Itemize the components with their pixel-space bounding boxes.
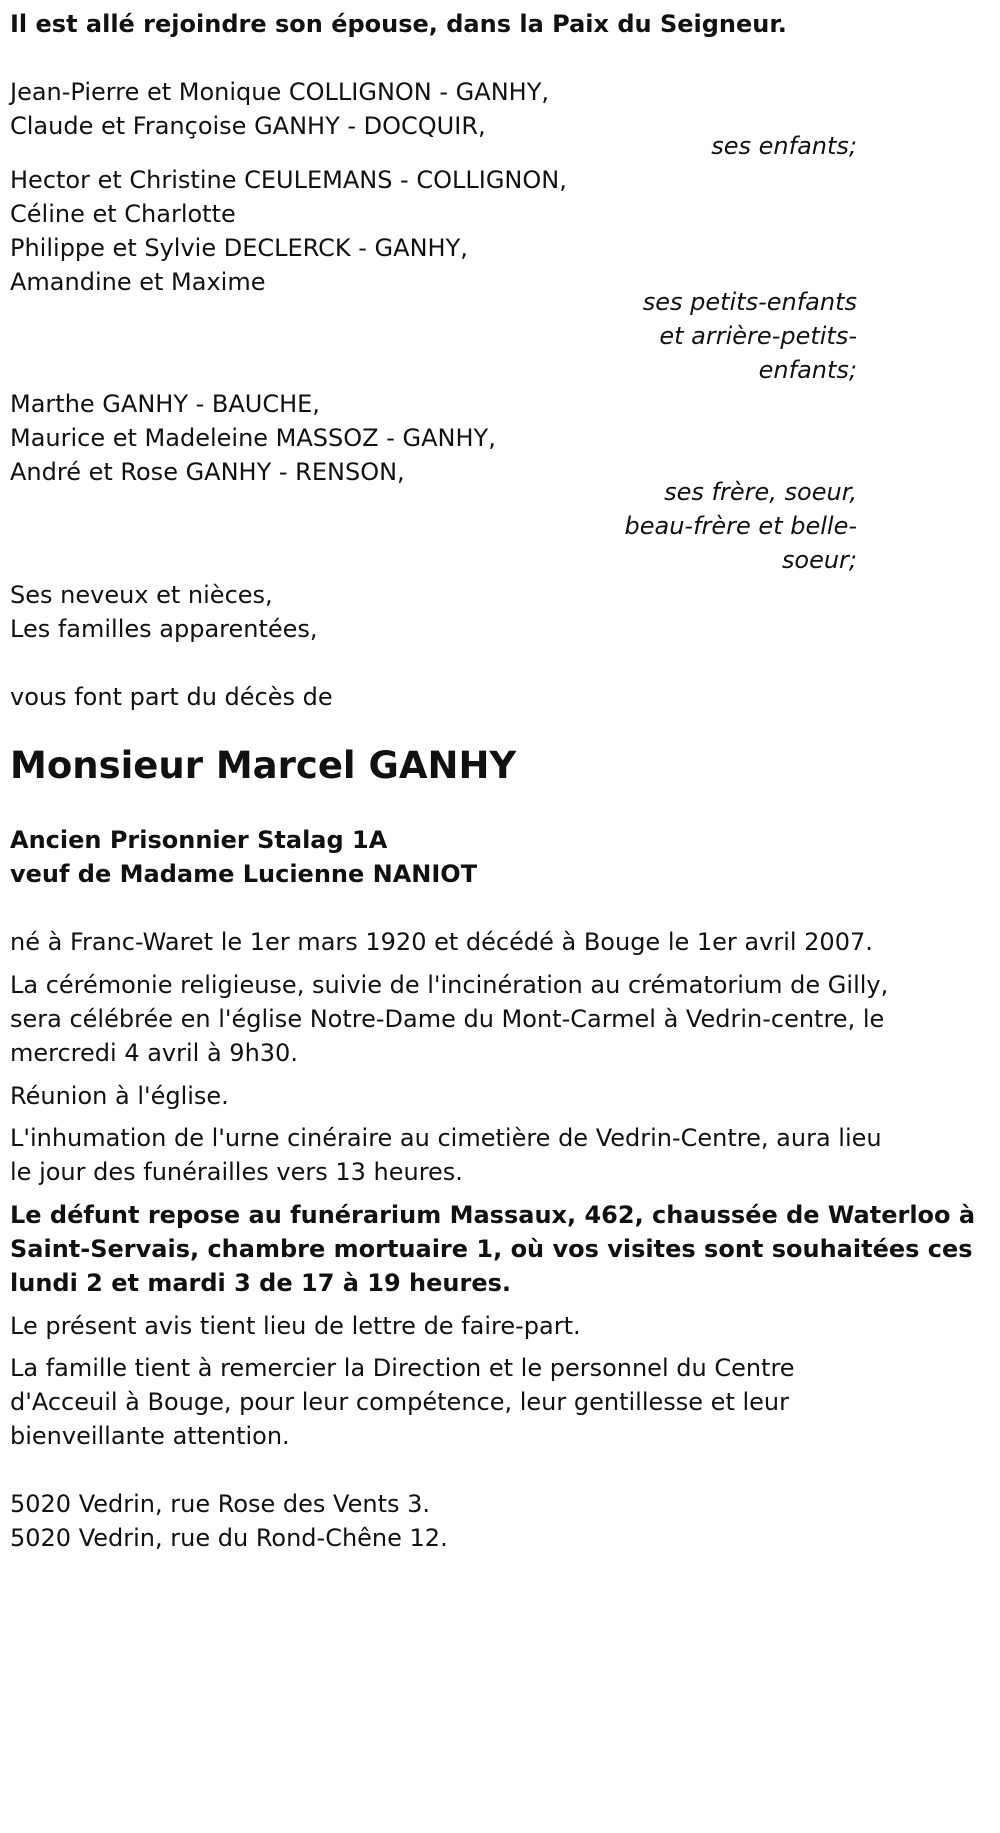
relatives-line-1: Ses neveux et nièces,	[10, 581, 273, 609]
deceased-subtitle-2: veuf de Madame Lucienne NANIOT	[10, 860, 478, 888]
grandchildren-role-2: et arrière-petits-	[659, 322, 857, 350]
ceremony-line-2: sera célébrée en l'église Notre-Dame du Mont-Carmel à Vedrin-centre, le	[10, 1005, 885, 1033]
siblings-role-2: beau-frère et belle-	[624, 512, 857, 540]
deceased-name: Monsieur Marcel GANHY	[10, 744, 517, 787]
thanks-line-3: bienveillante attention.	[10, 1422, 290, 1450]
ceremony-line-1: La cérémonie religieuse, suivie de l'incinération au crématorium de Gilly,	[10, 971, 889, 999]
siblings-role-1: ses frère, soeur,	[664, 478, 857, 506]
siblings-role-3: soeur;	[781, 546, 857, 574]
birth-death-line: né à Franc-Waret le 1er mars 1920 et décédé à Bouge le 1er avril 2007.	[10, 928, 873, 956]
intro-line: Il est allé rejoindre son épouse, dans la Paix du Seigneur.	[10, 10, 787, 38]
grandchildren-line-3: Philippe et Sylvie DECLERCK - GANHY,	[10, 234, 468, 262]
burial-line-1: L'inhumation de l'urne cinéraire au cimetière de Vedrin-Centre, aura lieu	[10, 1124, 882, 1152]
notice-line: Le présent avis tient lieu de lettre de faire-part.	[10, 1312, 581, 1340]
grandchildren-role-1: ses petits-enfants	[642, 288, 857, 316]
thanks-line-2: d'Acceuil à Bouge, pour leur compétence, leur gentillesse et leur	[10, 1388, 789, 1416]
children-line-2: Claude et Françoise GANHY - DOCQUIR,	[10, 112, 486, 140]
burial-line-2: le jour des funérailles vers 13 heures.	[10, 1158, 463, 1186]
address-line-2: 5020 Vedrin, rue du Rond-Chêne 12.	[10, 1524, 448, 1552]
ceremony-line-3: mercredi 4 avril à 9h30.	[10, 1039, 298, 1067]
siblings-line-3: André et Rose GANHY - RENSON,	[10, 458, 405, 486]
visit-line-3: lundi 2 et mardi 3 de 17 à 19 heures.	[10, 1269, 512, 1297]
visit-line-2: Saint-Servais, chambre mortuaire 1, où vos visites sont souhaitées ces	[10, 1235, 973, 1263]
announcement-line: vous font part du décès de	[10, 683, 333, 711]
grandchildren-role-3: enfants;	[758, 356, 857, 384]
relatives-line-2: Les familles apparentées,	[10, 615, 318, 643]
thanks-line-1: La famille tient à remercier la Direction et le personnel du Centre	[10, 1354, 795, 1382]
children-role: ses enfants;	[711, 132, 857, 160]
visit-line-1: Le défunt repose au funérarium Massaux, 462, chaussée de Waterloo à	[10, 1201, 976, 1229]
siblings-line-1: Marthe GANHY - BAUCHE,	[10, 390, 320, 418]
grandchildren-line-4: Amandine et Maxime	[10, 268, 266, 296]
deceased-subtitle-1: Ancien Prisonnier Stalag 1A	[10, 826, 388, 854]
grandchildren-line-2: Céline et Charlotte	[10, 200, 236, 228]
children-line-1: Jean-Pierre et Monique COLLIGNON - GANHY,	[10, 78, 549, 106]
meeting-line: Réunion à l'église.	[10, 1082, 229, 1110]
grandchildren-line-1: Hector et Christine CEULEMANS - COLLIGNON,	[10, 166, 567, 194]
siblings-line-2: Maurice et Madeleine MASSOZ - GANHY,	[10, 424, 496, 452]
address-line-1: 5020 Vedrin, rue Rose des Vents 3.	[10, 1490, 431, 1518]
